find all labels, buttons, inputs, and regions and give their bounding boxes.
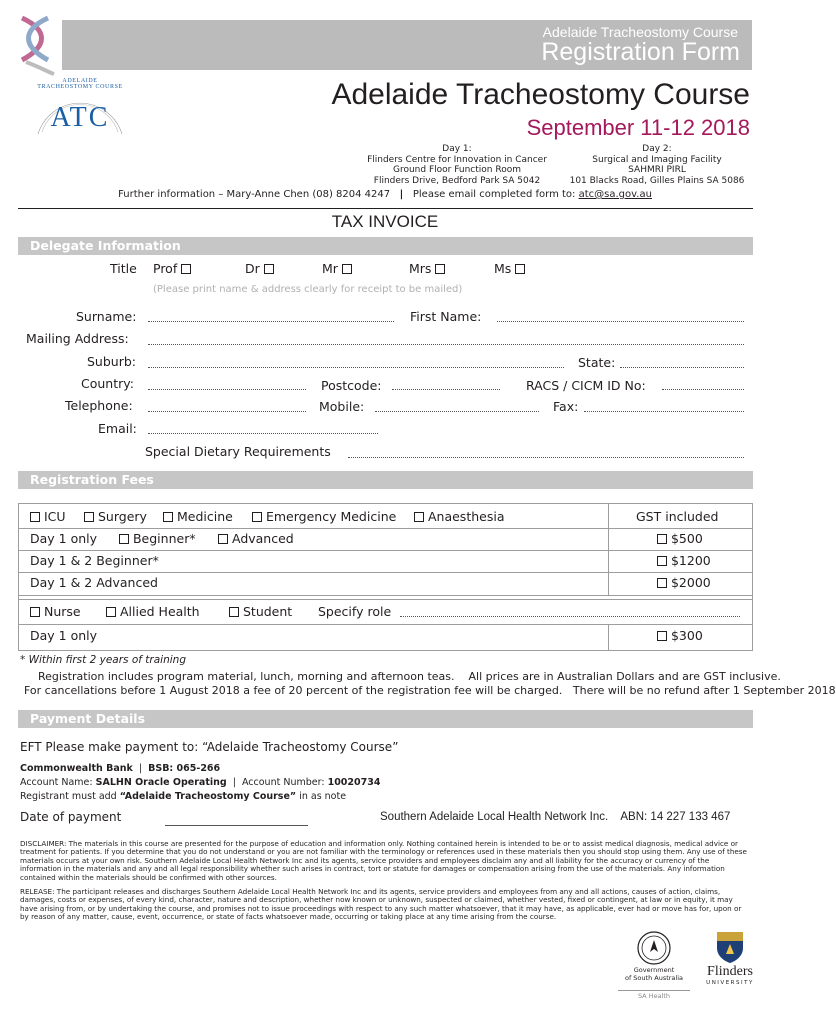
price-2000-label: $2000 xyxy=(670,575,711,590)
title-mrs-label: Mrs xyxy=(409,261,432,276)
separator: | xyxy=(399,189,404,200)
postcode-label: Postcode: xyxy=(321,378,382,393)
mobile-label: Mobile: xyxy=(319,399,365,414)
day2-line3: 101 Blacks Road, Gilles Plains SA 5086 xyxy=(569,175,745,186)
bsb-number: BSB: 065-266 xyxy=(148,763,221,774)
email-label: Email: xyxy=(98,421,137,436)
option-advanced[interactable] xyxy=(218,531,294,546)
header-course-name: Adelaide Tracheostomy Course xyxy=(542,24,738,40)
day2-line1: Surgical and Imaging Facility xyxy=(592,154,722,165)
specialty-anaesthesia[interactable] xyxy=(414,509,504,524)
checkbox-beginner[interactable] xyxy=(119,534,129,544)
racs-cicm-label: RACS / CICM ID No: xyxy=(526,378,646,393)
atc-logo xyxy=(28,74,132,146)
eft-instruction: EFT Please make payment to: “Adelaide Tracheostomy Course” xyxy=(20,740,399,754)
country-label: Country: xyxy=(81,376,134,391)
further-information xyxy=(0,189,770,200)
delegate-section-header: Delegate Information xyxy=(18,237,753,255)
checkbox-mrs[interactable] xyxy=(435,264,445,274)
gst-included-header: GST included xyxy=(636,509,719,524)
surname-field[interactable] xyxy=(148,321,394,322)
atc-logo-ring-text: ADELAIDE TRACHEOSTOMY COURSE xyxy=(37,78,123,90)
fees-column-divider xyxy=(608,503,609,596)
beginner-footnote: * Within first 2 years of training xyxy=(20,654,186,666)
day1-line2: Ground Floor Function Room xyxy=(393,165,521,175)
further-info-contact: Further information – Mary-Anne Chen (08) 8204 4247 xyxy=(118,189,391,200)
header-divider xyxy=(18,208,753,209)
registration-includes xyxy=(38,670,781,683)
bank-details: Commonwealth Bank | BSB: 065-266 xyxy=(20,763,221,774)
date-of-payment-field[interactable] xyxy=(165,825,308,826)
registrant-post: in as note xyxy=(299,791,347,802)
day2-label: Day 2: xyxy=(642,144,672,154)
account-details: Account Name: SALHN Oracle Operating | Account Number: 10020734 xyxy=(20,777,381,788)
price-role[interactable] xyxy=(657,628,703,643)
title-ms-label: Ms xyxy=(494,261,512,276)
email-instruction: Please email completed form to: xyxy=(412,189,576,200)
title-option-ms[interactable] xyxy=(494,261,525,276)
cancellation-policy xyxy=(24,684,836,697)
dna-graphic xyxy=(18,16,62,76)
dietary-field[interactable] xyxy=(348,457,744,458)
checkbox-ms[interactable] xyxy=(515,264,525,274)
country-field[interactable] xyxy=(148,389,306,390)
checkbox-anaesthesia[interactable] xyxy=(414,512,424,522)
registrant-ref: “Adelaide Tracheostomy Course” xyxy=(119,791,297,802)
network-abn xyxy=(380,811,730,823)
checkbox-advanced[interactable] xyxy=(218,534,228,544)
account-number-label: Account Number: xyxy=(241,777,325,788)
student-label: Student xyxy=(242,604,293,619)
role-day1-only-label: Day 1 only xyxy=(30,628,98,643)
gov-line1: Government xyxy=(633,966,675,974)
price-day12-advanced[interactable] xyxy=(657,575,711,590)
checkbox-icu[interactable] xyxy=(30,512,40,522)
icu-label: ICU xyxy=(43,509,66,524)
fees-divider-1 xyxy=(18,528,753,529)
title-option-prof[interactable] xyxy=(153,261,191,276)
sa-health-text: SA Health xyxy=(637,992,671,1000)
title-option-dr[interactable] xyxy=(245,261,274,276)
account-name: SALHN Oracle Operating xyxy=(95,777,227,788)
flinders-crest-icon xyxy=(714,928,746,964)
day1-line3: Flinders Drive, Bedford Park SA 5042 xyxy=(373,175,541,186)
price-500-label: $500 xyxy=(670,531,703,546)
price-day12-beginner[interactable] xyxy=(657,553,711,568)
checkbox-dr[interactable] xyxy=(264,264,274,274)
email-field[interactable] xyxy=(148,433,378,434)
refund-text: There will be no refund after 1 September 2018 xyxy=(572,684,836,697)
role-nurse[interactable] xyxy=(30,604,81,619)
medicine-label: Medicine xyxy=(176,509,233,524)
bank-name: Commonwealth Bank xyxy=(20,763,133,774)
cancellation-text: For cancellations before 1 August 2018 a fee of 20 percent of the registration fee will be charged. xyxy=(24,684,563,697)
allied-health-label: Allied Health xyxy=(119,604,200,619)
checkbox-price-1200[interactable] xyxy=(657,556,667,566)
price-1200-label: $1200 xyxy=(670,553,711,568)
fax-field[interactable] xyxy=(584,411,744,412)
day1-label: Day 1: xyxy=(442,144,472,154)
role-student[interactable] xyxy=(229,604,292,619)
telephone-label: Telephone: xyxy=(65,398,133,413)
day1-only-label: Day 1 only xyxy=(30,531,98,546)
network-name: Southern Adelaide Local Health Network Inc. xyxy=(380,811,609,823)
day2-line2: SAHMRI PIRL xyxy=(628,165,686,175)
atc-logo-letters: ATC xyxy=(50,102,110,133)
registrant-pre: Registrant must add xyxy=(20,791,117,802)
email-link[interactable]: atc@sa.gov.au xyxy=(578,189,652,200)
emergency-label: Emergency Medicine xyxy=(265,509,397,524)
dietary-label: Special Dietary Requirements xyxy=(145,444,331,459)
specialty-icu[interactable] xyxy=(30,509,66,524)
fees-column-divider-2 xyxy=(608,624,609,651)
flinders-logo xyxy=(700,928,760,1000)
telephone-field[interactable] xyxy=(148,411,306,412)
title-option-mr[interactable] xyxy=(322,261,352,276)
day1-line1: Flinders Centre for Innovation in Cancer xyxy=(367,154,547,165)
flinders-name: Flinders xyxy=(707,964,753,979)
release-text: RELEASE: The participant releases and discharges Southern Adelaide Local Health Network Inc and its agents, service providers and employees from any and all actions, causes of action, claims, damages, costs or expenses, of every kind, character, nature and description, whether now known or unknown, suspected or claimed, whether vested, fixed or contingent, at law or in equity, it may have arising from, or by undertaking the course, and promises not to issue proceedings with respect to any such matter whatsoever, that it may have, as applicable, ever had or move has for, upon or by reason of any matter, cause, event, occurrence, or state of facts whatsoever made, occurring or taking place at any time arising from the course. xyxy=(20,887,742,922)
checkbox-price-2000[interactable] xyxy=(657,578,667,588)
checkbox-price-300[interactable] xyxy=(657,631,667,641)
fees-section-header: Registration Fees xyxy=(18,471,753,489)
price-300-label: $300 xyxy=(670,628,703,643)
mailing-address-label: Mailing Address: xyxy=(26,331,129,346)
checkbox-emergency[interactable] xyxy=(252,512,262,522)
option-beginner[interactable] xyxy=(119,531,196,546)
racs-cicm-field[interactable] xyxy=(662,389,744,390)
postcode-field[interactable] xyxy=(392,389,500,390)
checkbox-mr[interactable] xyxy=(342,264,352,274)
nurse-label: Nurse xyxy=(43,604,81,619)
mailing-address-field[interactable] xyxy=(148,344,744,345)
disclaimer-text: DISCLAIMER: The materials in this course are presented for the purpose of education and information only. Nothing contained herein is intended to be or to assist medical diagnosis, medical advice or treatment for patients. If you determine that you do not understand or you are not familiar with the terminology or references used in these materials then you should stop using them. Any use of these materials occurs at your own risk. Southern Adelaide Local Health Network Inc and its agents, service providers and employees disclaim any and all liability for the accuracy or currency of the information in the materials and any and all legal responsibility whether such arises in contract, tort or statute for damages or compensation arising from the use of the materials. Any information contained within the materials should be confirmed with other sources. xyxy=(20,839,747,882)
fees-divider-4 xyxy=(18,595,753,596)
specify-role-label: Specify role xyxy=(318,604,392,619)
specialty-surgery[interactable] xyxy=(84,509,147,524)
includes-text: Registration includes program material, lunch, morning and afternoon teas. xyxy=(38,670,455,683)
price-day1[interactable] xyxy=(657,531,703,546)
fees-divider-2 xyxy=(18,550,753,551)
flinders-university: UNIVERSITY xyxy=(706,980,754,986)
day12-advanced-label: Day 1 & 2 Advanced xyxy=(30,575,158,590)
day1-venue xyxy=(358,144,556,186)
suburb-label: Suburb: xyxy=(87,354,136,369)
registration-form-title: Registration Form xyxy=(541,38,740,66)
page-title: Adelaide Tracheostomy Course xyxy=(331,78,750,111)
checkbox-allied-health[interactable] xyxy=(106,607,116,617)
date-of-payment-label: Date of payment xyxy=(20,810,122,824)
mobile-field[interactable] xyxy=(375,411,539,412)
title-label: Title xyxy=(110,261,137,276)
first-name-label: First Name: xyxy=(410,309,482,324)
checkbox-surgery[interactable] xyxy=(84,512,94,522)
checkbox-prof[interactable] xyxy=(181,264,191,274)
prices-note: All prices are in Australian Dollars and are GST inclusive. xyxy=(468,670,781,683)
title-dr-label: Dr xyxy=(245,261,260,276)
account-name-label: Account Name: xyxy=(20,777,93,788)
anaesthesia-label: Anaesthesia xyxy=(427,509,505,524)
fees-divider-6 xyxy=(18,624,753,625)
print-clearly-hint: (Please print name & address clearly for receipt to be mailed) xyxy=(153,284,463,295)
day2-venue xyxy=(562,144,752,186)
abn-number: ABN: 14 227 133 467 xyxy=(620,811,731,823)
state-label: State: xyxy=(578,355,616,370)
gov-logo-rule xyxy=(618,990,690,991)
beginner-label: Beginner* xyxy=(132,531,196,546)
specialty-emergency[interactable] xyxy=(252,509,396,524)
day12-beginner-label: Day 1 & 2 Beginner* xyxy=(30,553,159,568)
title-option-mrs[interactable] xyxy=(409,261,445,276)
suburb-field[interactable] xyxy=(148,367,564,368)
surname-label: Surname: xyxy=(76,309,137,324)
state-field[interactable] xyxy=(620,367,744,368)
account-number: 10020734 xyxy=(327,777,381,788)
fees-divider-3 xyxy=(18,572,753,573)
first-name-field[interactable] xyxy=(497,321,744,322)
checkbox-nurse[interactable] xyxy=(30,607,40,617)
advanced-label: Advanced xyxy=(231,531,294,546)
checkbox-price-500[interactable] xyxy=(657,534,667,544)
payment-section-header: Payment Details xyxy=(18,710,753,728)
role-allied-health[interactable] xyxy=(106,604,200,619)
title-prof-label: Prof xyxy=(153,261,178,276)
gov-sa-crest-icon xyxy=(636,930,672,966)
checkbox-medicine[interactable] xyxy=(163,512,173,522)
gov-sa-logo xyxy=(610,930,698,1000)
surgery-label: Surgery xyxy=(97,509,147,524)
specify-role-field[interactable] xyxy=(400,616,740,617)
specialty-medicine[interactable] xyxy=(163,509,233,524)
course-date: September 11-12 2018 xyxy=(526,115,750,140)
gov-line2: of South Australia xyxy=(624,974,684,982)
checkbox-student[interactable] xyxy=(229,607,239,617)
tax-invoice-title: TAX INVOICE xyxy=(331,212,439,231)
title-mr-label: Mr xyxy=(322,261,338,276)
fees-divider-5 xyxy=(18,599,753,600)
fax-label: Fax: xyxy=(553,399,579,414)
registrant-note xyxy=(20,791,346,802)
